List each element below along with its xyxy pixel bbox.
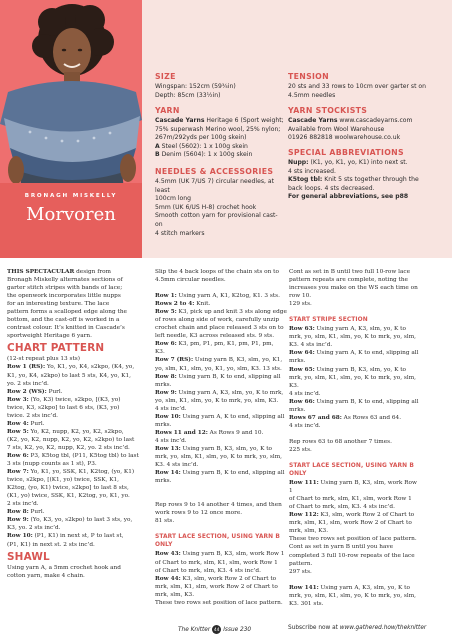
- text-line: Cont as set in yarn B until you have: [289, 544, 394, 551]
- needles-line: 100cm long: [155, 195, 192, 203]
- text-line: Using yarn A, K3, slm, yo, K to mrk,: [176, 389, 284, 396]
- text-line: Slip the 4 back loops of the chain sts on to: [155, 269, 279, 275]
- pattern-row: [289, 366, 421, 390]
- paragraph: [155, 599, 287, 607]
- paragraph: [289, 535, 421, 567]
- text-line: 81 sts.: [155, 518, 175, 525]
- text-line: K1, yo, K4, s2kpo) to last 5 sts, K4, yo, K1,: [7, 372, 131, 379]
- text-line: Using yarn A, K to end, slipping all: [314, 350, 419, 357]
- pattern-row: [155, 575, 287, 599]
- row-label: Row 65:: [289, 366, 315, 373]
- text-line: 2 sts inc’d.: [7, 501, 39, 508]
- paragraph-gap: [289, 576, 421, 584]
- size-section: [155, 72, 285, 100]
- row-label: Row 43:: [155, 551, 181, 558]
- text-line: Bronagh Miskelly alternates sections of: [7, 277, 123, 284]
- row-label: Row 141:: [289, 584, 319, 591]
- paragraph-gap: [155, 493, 287, 501]
- text-line: mrk, slm, K3.: [155, 591, 195, 598]
- pattern-row: [289, 325, 421, 349]
- needles-line: 4.5mm (UK 7/US 7) circular needles, at least: [155, 178, 274, 194]
- row-label: Row 5:: [7, 428, 29, 435]
- row-label: Row 111:: [289, 480, 319, 487]
- text-line: Using yarn B, K to end, slipping all: [176, 373, 281, 380]
- row-label: Row 4:: [7, 420, 29, 427]
- text-line: mrk, yo, slm, K1, slm, yo, K to mrk, yo, slm,: [289, 334, 416, 341]
- needles-heading: NEEDLES & ACCESSORIES: [155, 167, 274, 176]
- paragraph-gap: [289, 308, 421, 316]
- pattern-row: [155, 292, 287, 300]
- text-line: K3, pm, P1, pm, K1, pm, P1, pm,: [176, 341, 274, 348]
- text-line: pattern forms a scalloped edge along the: [7, 309, 127, 316]
- text-line: bottom, and the cast-off is worked in a: [7, 317, 120, 324]
- stockists-line: Cascade Yarns www.cascadeyarns.com: [288, 117, 413, 124]
- paragraph-gap: [289, 454, 421, 462]
- paragraph: [289, 300, 421, 308]
- intro-paragraph: [7, 268, 139, 340]
- section-heading: START LACE SECTION, USING YARN B ONLY: [289, 462, 414, 478]
- text-line: of rows along side of work, carefully unzip: [155, 317, 280, 324]
- paragraph: [155, 437, 287, 445]
- row-label: Row 5:: [155, 309, 177, 316]
- paragraph: [7, 564, 139, 580]
- row-label: Row 6:: [7, 452, 29, 459]
- text-line: garter stitch stripes with bands of lace;: [7, 285, 123, 292]
- row-label: Row 8:: [7, 509, 29, 516]
- designer-name: BRONAGH MISKELLY: [24, 193, 118, 199]
- row-label: Row 7 (RS):: [155, 357, 194, 364]
- row-label: Row 10:: [7, 533, 33, 540]
- abbreviation-line: K5tog tbl: Knit 5 sts together through the: [288, 176, 419, 184]
- text-line: Using yarn B, K3, slm, yo, K to: [180, 445, 272, 452]
- pattern-row: [7, 508, 139, 516]
- text-line: mrks.: [155, 381, 172, 388]
- text-line: mrks.: [289, 358, 306, 365]
- pattern-row: [7, 420, 139, 428]
- row-label: Row 13:: [155, 445, 181, 452]
- row-label: Rows 2 to 4:: [155, 301, 195, 308]
- text-line: of Chart to mrk, slm, K3. 4 sts inc’d.: [155, 567, 261, 574]
- stockists-section: [288, 106, 448, 143]
- pattern-row: [155, 389, 287, 413]
- row-label: Row 8:: [155, 373, 177, 380]
- pattern-row: [7, 428, 139, 452]
- text-line: K3. 4 sts inc’d.: [155, 462, 199, 469]
- paragraph-gap: [155, 525, 287, 533]
- row-label: Row 66:: [289, 398, 315, 405]
- pattern-row: [289, 479, 421, 511]
- text-line: (P1, K1) in next st. 2 sts inc’d.: [7, 541, 95, 548]
- text-line: mrk, slm, K1, slm, work Row 2 of Chart to: [289, 520, 412, 527]
- text-line: Rep rows 9 to 14 another 4 times, and then: [155, 502, 282, 509]
- text-line: Using yarn B, K3, slm, work Row 1: [289, 480, 417, 495]
- text-line: mrk, yo, slm, K1, slm, yo, K to mrk, yo, slm,: [289, 592, 416, 599]
- text-line: the openwork incorporates little nupps: [7, 293, 121, 300]
- yarn-line: 267m/292yds per 100g skein): [155, 134, 247, 142]
- text-line: (K1, yo) twice, SSK, K1, K2tog, yo, K1, yo.: [7, 493, 130, 500]
- row-label: Rows 67 and 68:: [289, 414, 342, 421]
- yarn-heading: YARN: [155, 106, 180, 115]
- text-line: K3, pick up and knit 3 sts along edge: [176, 309, 287, 316]
- text-line: twice. 2 sts inc’d.: [7, 412, 58, 419]
- row-label: Row 1 (RS):: [7, 364, 46, 371]
- text-line: These two rows set position of lace pattern.: [155, 599, 283, 606]
- row-label: Row 1:: [155, 293, 177, 300]
- pattern-column-3: [289, 268, 421, 608]
- text-line: Yo, K1, yo, K4, s2kpo, (K4, yo,: [45, 364, 135, 371]
- row-label: THIS SPECTACULAR: [7, 269, 75, 275]
- text-line: (Yo, K3, yo, s2kpo) to last 3 sts, yo,: [28, 517, 133, 524]
- abbreviation-line: back loops. 4 sts decreased.: [288, 184, 375, 192]
- size-line: Wingspan: 152cm (59¾in): [155, 83, 236, 90]
- text-line: Purl.: [28, 509, 45, 516]
- text-line: 7 sts, K2, yo, K2, nupp, K2, yo. 2 sts inc’d.: [7, 444, 130, 451]
- paragraph: [289, 268, 421, 300]
- row-label: Row 3:: [7, 396, 29, 403]
- yarn-line: B Denim (5604): 1 x 100g skein: [155, 151, 253, 159]
- pattern-row: [7, 532, 139, 548]
- section-heading: START LACE SECTION, USING YARN B ONLY: [155, 534, 280, 549]
- pattern-row: [155, 413, 287, 429]
- text-line: K3.: [155, 349, 165, 356]
- pattern-row: [155, 429, 287, 437]
- pattern-column-2: [155, 268, 287, 607]
- row-label: Row 44:: [155, 575, 181, 582]
- text-line: increases you make on the WS each time on: [289, 285, 418, 292]
- needles-line: Smooth cotton yarn for provisional cast-on: [155, 212, 278, 228]
- text-line: (12-st repeat plus 13 sts): [7, 356, 80, 363]
- text-line: P3, K5tog tbl, (P11, K5tog tbl) to last: [28, 452, 139, 459]
- text-line: Using yarn A, a 5mm crochet hook and: [7, 564, 121, 571]
- pattern-row: [155, 356, 287, 372]
- text-line: sportweight Heritage 6 yarn.: [7, 333, 92, 340]
- abbreviation-line: 4 sts increased.: [288, 167, 336, 175]
- paragraph: [289, 446, 421, 454]
- stockists-heading: YARN STOCKISTS: [288, 106, 368, 115]
- pattern-row: [155, 300, 287, 308]
- row-label: Row 9:: [7, 517, 29, 524]
- text-line: mrk, slm, K1, slm, work Row 2 of Chart to: [155, 583, 278, 590]
- text-line: twice, K3, s2kpo] to last 6 sts, (K3, yo): [7, 404, 120, 411]
- needles-line: 5mm (UK 6/US H-8) crochet hook: [155, 203, 257, 211]
- text-line: K3, yo. 2 sts inc’d.: [7, 525, 61, 532]
- paragraph: [289, 438, 421, 446]
- needles-section: [155, 167, 285, 238]
- pattern-row: [7, 452, 139, 468]
- page-footer: [0, 622, 452, 636]
- text-line: K3. 301 sts.: [289, 600, 324, 607]
- text-line: Using yarn A, K1, K2tog, K1. 3 sts.: [176, 293, 280, 300]
- text-line: K3, slm, work Row 2 of Chart to: [318, 512, 415, 519]
- text-line: Using yarn B, K to end, slipping all: [314, 398, 419, 405]
- paragraph-gap: [155, 284, 287, 292]
- pattern-row: [155, 308, 287, 340]
- text-line: 4 sts inc’d.: [289, 422, 321, 429]
- row-label: Row 63:: [289, 326, 315, 333]
- row-label: Row 2 (WS):: [7, 388, 47, 395]
- text-line: row 10.: [289, 293, 312, 300]
- text-line: left needle, K3 across released sts. 9 sts.: [155, 333, 275, 340]
- pattern-row: [155, 550, 287, 574]
- pattern-row: [155, 445, 287, 469]
- text-line: of Chart to mrk, slm, K1, slm, work Row 1: [289, 496, 412, 503]
- pattern-row: [155, 469, 287, 485]
- pattern-row: [289, 349, 421, 365]
- text-line: of Chart to mrk, slm, K3. 4 sts inc’d.: [289, 504, 395, 511]
- text-line: yo, slm, K1, slm, yo, K1, yo, slm, K3. 13 sts.: [155, 365, 282, 372]
- row-label: Rows 11 and 12:: [155, 429, 208, 436]
- tension-line: 20 sts and 33 rows to 10cm over garter st on: [288, 83, 426, 90]
- abbreviation-line: Nupp: (K1, yo, K1, yo, K1) into next st.: [288, 159, 408, 166]
- text-line: (P1, K1) in next st, P to last st,: [32, 533, 124, 540]
- pattern-header-panel: [0, 0, 452, 258]
- pattern-row: [289, 414, 421, 422]
- section-heading: START STRIPE SECTION: [289, 317, 368, 324]
- row-label: Row 112:: [289, 512, 319, 519]
- stockists-line: 01926 882818 woolwarehouse.co.uk: [288, 134, 401, 142]
- text-line: K3. 4 sts inc’d.: [289, 342, 333, 349]
- paragraph: [289, 568, 421, 576]
- paragraph-gap: [289, 430, 421, 438]
- yarn-section: [155, 106, 285, 160]
- text-line: Cont as set in B until two full 10-row lace: [289, 269, 411, 275]
- text-line: (K2, yo, K2, nupp, K2, yo, K2, s2kpo) to last: [7, 436, 135, 443]
- text-line: contrast colour. It’s knitted in Cascade’s: [7, 325, 125, 332]
- paragraph: [155, 501, 287, 517]
- paragraph: [155, 517, 287, 525]
- text-line: K3, slm, work Row 2 of Chart to: [180, 575, 277, 582]
- text-line: yo. 2 sts inc’d.: [7, 380, 49, 387]
- text-line: mrks.: [289, 406, 306, 413]
- page-number: 44: [214, 627, 220, 632]
- text-line: design from: [74, 269, 112, 275]
- text-line: 3 sts (nupp counts as 1 st), P3.: [7, 461, 97, 468]
- text-line: work rows 9 to 12 once more.: [155, 510, 243, 517]
- text-line: Using yarn A, K3, slm, yo, K to: [318, 584, 410, 591]
- stockists-line: Available from Wool Warehouse: [288, 125, 385, 133]
- text-line: Purl.: [28, 420, 45, 427]
- text-line: 129 sts.: [289, 301, 312, 308]
- tension-section: [288, 72, 448, 100]
- paragraph: [289, 390, 421, 398]
- tension-line: 4.5mm needles: [288, 91, 336, 99]
- pattern-row: [7, 388, 139, 396]
- text-line: Using yarn A, K3, slm, yo, K to: [314, 326, 406, 333]
- yarn-line: Cascade Yarns Heritage 6 (Sport weight;: [155, 117, 284, 124]
- text-line: mrks.: [155, 478, 172, 485]
- text-line: (Yo, K3) twice, s2kpo, [(K3, yo): [28, 396, 121, 403]
- text-line: mrk, slm, K3.: [289, 528, 329, 535]
- text-line: mrks.: [155, 421, 172, 428]
- paragraph: [155, 268, 287, 284]
- row-label: Row 9:: [155, 389, 177, 396]
- text-line: Using yarn B, K3, slm, work Row 1: [180, 551, 285, 558]
- pattern-row: [155, 340, 287, 356]
- section-heading: CHART PATTERN: [7, 342, 105, 355]
- text-line: Rep rows 63 to 68 another 7 times.: [289, 438, 392, 445]
- text-line: These two rows set position of lace pattern.: [289, 536, 417, 543]
- text-line: Purl.: [46, 388, 63, 395]
- pattern-row: [7, 363, 139, 387]
- text-line: K3.: [289, 382, 299, 389]
- pattern-row: [7, 468, 139, 508]
- footer-subscribe: Subscribe now at www.gathered.how/theknitter: [288, 625, 427, 631]
- pattern-row: [7, 396, 139, 420]
- text-line: As Rows 9 and 10.: [207, 429, 264, 436]
- footer-magazine: The Knitter 44 Issue 230: [178, 627, 252, 633]
- text-line: 297 sts.: [289, 568, 312, 575]
- text-line: of Chart to mrk, slm, K1, slm, work Row 1: [155, 559, 278, 566]
- yarn-line: A Steel (5602): 1 x 100g skein: [155, 142, 248, 150]
- text-line: yo, slm, K1, slm, yo, K to mrk, yo, slm, K3.: [155, 397, 279, 404]
- size-line: Depth: 85cm (33½in): [155, 91, 221, 99]
- pattern-row: [289, 584, 421, 608]
- abbreviation-line: For general abbreviations, see p88: [288, 193, 409, 201]
- text-line: Using yarn A, K to end, slipping all: [180, 413, 285, 420]
- abbreviations-section: [288, 148, 448, 202]
- text-line: mrk, yo, slm, K1, slm, yo, K to mrk, yo, slm,: [155, 454, 282, 461]
- tension-heading: TENSION: [288, 72, 329, 81]
- text-line: 4 sts inc’d.: [155, 437, 187, 444]
- row-label: Row 7:: [7, 469, 29, 476]
- row-label: Row 6:: [155, 341, 177, 348]
- text-line: crochet chain and place released 3 sts on to: [155, 325, 284, 332]
- pattern-row: [7, 516, 139, 532]
- text-line: 4 sts inc’d.: [155, 405, 187, 412]
- abbreviations-heading: SPECIAL ABBREVIATIONS: [288, 148, 404, 157]
- row-label: Row 10:: [155, 413, 181, 420]
- pattern-row: [289, 511, 421, 535]
- text-line: for an interesting texture. The lace: [7, 301, 110, 308]
- text-line: Using yarn B, K3, slm, yo, K1,: [193, 357, 283, 364]
- section-heading: SHAWL: [7, 550, 50, 563]
- text-line: As Rows 63 and 64.: [341, 414, 402, 421]
- text-line: pattern.: [289, 560, 313, 567]
- text-line: twice, s2kpo, [(K1, yo) twice, SSK, K1,: [7, 477, 119, 484]
- paragraph: [7, 355, 139, 363]
- needles-line: 4 stitch markers: [155, 229, 205, 237]
- pattern-row: [289, 398, 421, 414]
- text-line: 4 sts inc’d.: [289, 390, 321, 397]
- paragraph-gap: [155, 485, 287, 493]
- text-line: Knit.: [194, 301, 211, 308]
- text-line: 4.5mm circular needles.: [155, 277, 226, 284]
- yarn-line: 75% superwash Merino wool, 25% nylon;: [155, 125, 281, 133]
- text-line: mrk, yo, slm, K1, slm, yo, K to mrk, yo, slm,: [289, 374, 416, 381]
- paragraph: [289, 422, 421, 430]
- text-line: 225 sts.: [289, 446, 312, 453]
- text-line: K2tog, (yo, K1) twice, s2kpo] to last 8 sts,: [7, 485, 129, 492]
- text-line: Yo, K1, yo, SSK, K1, K2tog, (yo, K1): [28, 469, 135, 476]
- pattern-row: [155, 373, 287, 389]
- row-label: Row 14:: [155, 470, 181, 477]
- subscribe-link[interactable]: www.gathered.how/theknitter: [339, 625, 427, 631]
- text-line: Yo, K2, nupp, K2, yo, K2, s2kpo,: [28, 428, 124, 435]
- text-line: Using yarn B, K3, slm, yo, K to: [314, 366, 406, 373]
- size-heading: SIZE: [155, 72, 176, 81]
- text-line: pattern repeats are complete, noting the: [289, 277, 408, 284]
- text-line: Using yarn B, K to end, slipping all: [180, 470, 285, 477]
- text-line: completed 3 full 10-row repeats of the lace: [289, 552, 415, 559]
- row-label: Row 64:: [289, 350, 315, 357]
- design-title: Morvoren: [26, 204, 116, 225]
- text-line: cotton yarn, make 4 chain.: [7, 572, 85, 579]
- pattern-column-1: [7, 268, 139, 580]
